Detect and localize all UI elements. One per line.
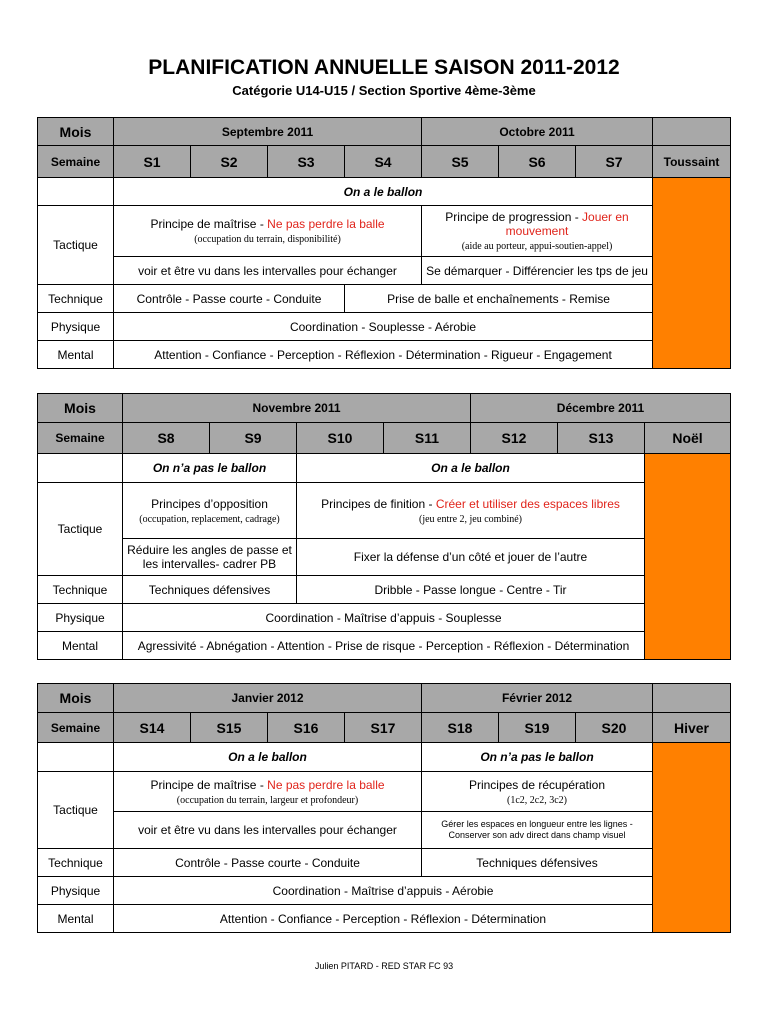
technique-label: Technique [38,285,114,313]
principle-red-text: Jouer en mouvement [505,210,629,238]
technique-b: Prise de balle et enchaînements - Remise [345,285,653,313]
empty-cell [38,743,114,772]
week-cell: S1 [114,146,191,178]
week-cell: S10 [297,423,384,454]
technique-b: Dribble - Passe longue - Centre - Tir [297,576,645,604]
week-cell: S11 [384,423,471,454]
principle-subtext: (occupation du terrain, largeur et profondeur) [176,794,359,806]
week-cell: S18 [422,713,499,743]
tactique-principle-a [114,206,422,257]
month-janvier: Janvier 2012 [114,684,422,713]
principle-text: Principe de progression - [445,210,583,224]
principle-subtext: (occupation du terrain, disponibilité) [194,234,341,245]
month-octobre: Octobre 2011 [422,118,653,146]
month-fevrier: Février 2012 [422,684,653,713]
mental-label: Mental [38,632,123,660]
technique-label: Technique [38,849,114,877]
week-cell: S5 [422,146,499,178]
principle-subtext: (occupation, replacement, cadrage) [139,513,280,525]
tactique-detail-b: Se démarquer - Différencier les tps de jeu [422,257,653,285]
month-decembre: Décembre 2011 [471,394,731,423]
mois-label: Mois [38,394,123,423]
holiday-label: Noël [645,423,731,454]
mental-label: Mental [38,905,114,933]
holiday-column [645,454,731,660]
mois-label: Mois [38,684,114,713]
week-cell: S13 [558,423,645,454]
planning-table-sept-oct [37,117,731,369]
mental-content: Attention - Confiance - Perception - Réflexion - Détermination - Rigueur - Engagement [114,341,653,369]
mental-content: Attention - Confiance - Perception - Réflexion - Détermination [114,905,653,933]
principle-subtext: (aide au porteur, appui-soutien-appel) [461,241,613,252]
principle-text: Principes de récupération [468,777,606,792]
holiday-label: Hiver [653,713,731,743]
semaine-label: Semaine [38,713,114,743]
tactique-label: Tactique [38,772,114,849]
tactique-detail-b: Fixer la défense d’un côté et jouer de l’autre [297,539,645,576]
week-cell: S17 [345,713,422,743]
ballon-phase-a: On n’a pas le ballon [123,454,297,483]
week-cell: S7 [576,146,653,178]
principle-red-text: Ne pas perdre la balle [267,777,385,792]
tactique-detail-a: voir et être vu dans les intervalles pour échanger [114,257,422,285]
principle-text: Principe de maîtrise - [150,777,268,792]
holiday-column [653,178,731,369]
tactique-label: Tactique [38,483,123,576]
ballon-phase-b: On a le ballon [297,454,645,483]
semaine-label: Semaine [38,146,114,178]
tactique-detail-b: Gérer les espaces en longueur entre les lignes - Conserver son adv direct dans champ visuel [422,812,653,849]
tactique-principle-a [123,483,297,539]
principle-text: Principe de maîtrise - [150,217,268,231]
empty-cell [38,454,123,483]
ballon-phase-b: On n’a pas le ballon [422,743,653,772]
ballon-phase-a: On a le ballon [114,743,422,772]
tactique-principle-b [297,483,645,539]
physique-label: Physique [38,604,123,632]
planning-table-jan-feb [37,683,731,933]
week-cell: S15 [191,713,268,743]
week-cell: S9 [210,423,297,454]
tactique-principle-b [422,772,653,812]
week-cell: S12 [471,423,558,454]
week-cell: S4 [345,146,422,178]
technique-a: Contrôle - Passe courte - Conduite [114,285,345,313]
month-empty [653,118,731,146]
month-septembre: Septembre 2011 [114,118,422,146]
ballon-phase: On a le ballon [114,178,653,206]
week-cell: S20 [576,713,653,743]
principle-subtext: (jeu entre 2, jeu combiné) [418,513,522,525]
principle-subtext: (1c2, 2c2, 3c2) [507,794,567,806]
holiday-label: Toussaint [653,146,731,178]
semaine-label: Semaine [38,423,123,454]
week-cell: S19 [499,713,576,743]
empty-cell [38,178,114,206]
tactique-principle-b [422,206,653,257]
tactique-detail-a: voir et être vu dans les intervalles pour échanger [114,812,422,849]
holiday-column [653,743,731,933]
mental-label: Mental [38,341,114,369]
page-footer: Julien PITARD - RED STAR FC 93 [314,961,454,971]
page-subtitle: Catégorie U14-U15 / Section Sportive 4ème-3ème [232,83,536,98]
week-cell: S14 [114,713,191,743]
week-cell: S2 [191,146,268,178]
week-cell: S8 [123,423,210,454]
principle-red-text: Créer et utiliser des espaces libres [435,496,620,511]
physique-content: Coordination - Souplesse - Aérobie [114,313,653,341]
principle-text: Principes de finition - [321,496,436,511]
technique-b: Techniques défensives [422,849,653,877]
planning-table-nov-dec [37,393,731,660]
principle-text: Principes d’opposition [151,496,268,511]
mois-label: Mois [38,118,114,146]
month-empty [653,684,731,713]
tactique-label: Tactique [38,206,114,285]
physique-label: Physique [38,313,114,341]
physique-label: Physique [38,877,114,905]
technique-a: Techniques défensives [123,576,297,604]
page-title: PLANIFICATION ANNUELLE SAISON 2011-2012 [148,56,620,79]
technique-label: Technique [38,576,123,604]
technique-a: Contrôle - Passe courte - Conduite [114,849,422,877]
tactique-principle-a [114,772,422,812]
physique-content: Coordination - Maîtrise d’appuis - Souplesse [123,604,645,632]
mental-content: Agressivité - Abnégation - Attention - Prise de risque - Perception - Réflexion - Détermination [123,632,645,660]
week-cell: S16 [268,713,345,743]
tactique-detail-a: Réduire les angles de passe et les intervalles- cadrer PB [123,539,297,576]
week-cell: S3 [268,146,345,178]
principle-red-text: Ne pas perdre la balle [267,217,385,231]
week-cell: S6 [499,146,576,178]
month-novembre: Novembre 2011 [123,394,471,423]
physique-content: Coordination - Maîtrise d’appuis - Aérobie [114,877,653,905]
